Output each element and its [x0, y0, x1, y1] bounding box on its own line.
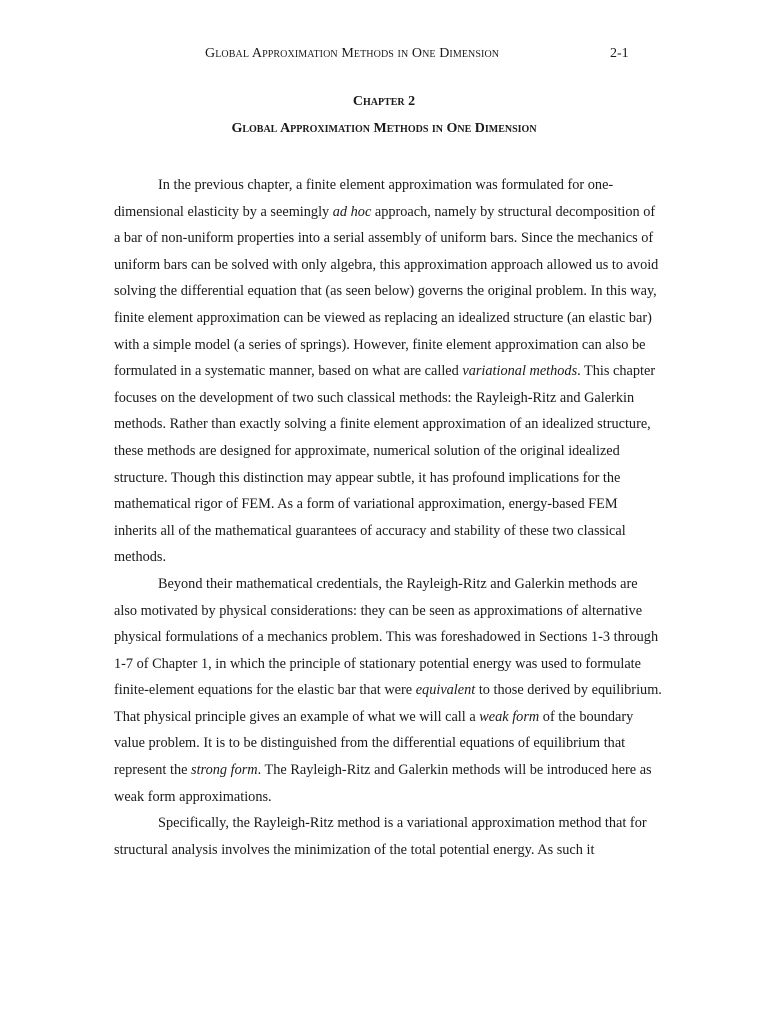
paragraph-2	[114, 571, 664, 810]
paragraph-text: approach, namely by structural decomposition of a bar of non-uniform properties into a serial assembly of uniform bars. Since the mechanics of uniform bars can be solved with only algebra, this approximation approach allowed us to avoid solving the differential equation that (as seen below) governs the original problem. In this way, finite element approximation can be viewed as replacing an idealized structure (an elastic bar) with a simple model (a series of springs). However, finite element approximation can also be formulated in a systematic manner, based on what are called	[114, 203, 659, 380]
paragraph-1	[114, 172, 664, 571]
chapter-label: Chapter 2	[352, 94, 416, 109]
chapter-title: Global Approximation Methods in One Dimension	[231, 121, 537, 136]
paragraph-text: In the previous chapter, a finite element approximation was formulated for one-dimensional elasticity by a seemingly	[114, 177, 614, 220]
emphasis-weak-form: weak form	[479, 708, 540, 725]
paragraph-text: to those derived by equilibrium. That physical principle gives an example of what we will call a	[114, 682, 662, 725]
emphasis-variational-methods: variational methods	[462, 363, 578, 380]
paragraph-text: Specifically, the Rayleigh-Ritz method is a variational approximation method that for structural analysis involves the minimization of the total potential energy. As such it	[114, 815, 647, 858]
emphasis-strong-form: strong form	[191, 762, 258, 779]
emphasis-equivalent: equivalent	[415, 682, 476, 699]
paragraph-text: Beyond their mathematical credentials, the Rayleigh-Ritz and Galerkin methods are also motivated by physical considerations: they can be seen as approximations of alternative physical formulations of a mechanics problem. This was foreshadowed in Sections 1-3 through 1-7 of Chapter 1, in which the principle of stationary potential energy was used to formulate finite-element equations for the elastic bar that were	[114, 575, 659, 699]
paragraph-text: . The Rayleigh-Ritz and Galerkin methods will be introduced here as weak form approximations.	[114, 762, 652, 805]
page-number: 2-1	[610, 46, 629, 61]
running-header	[0, 46, 768, 66]
body-text	[114, 172, 664, 863]
paragraph-3	[114, 810, 664, 863]
paragraph-text: . This chapter focuses on the development of two such classical methods: the Rayleigh-Ritz and Galerkin methods. Rather than exactly solving a finite element approximation of an idealized structure, these methods are designed for approximate, numerical solution of the original idealized structure. Though this distinction may appear subtle, it has profound implications for the mathematical rigor of FEM. As a form of variational approximation, energy-based FEM inherits all of the mathematical guarantees of accuracy and stability of these two classical methods.	[114, 363, 656, 566]
emphasis-ad-hoc: ad hoc	[332, 203, 372, 220]
paragraph-text: of the boundary value problem. It is to be distinguished from the differential equations of equilibrium that represent the	[114, 708, 634, 779]
running-title: Global Approximation Methods in One Dimension	[205, 46, 500, 61]
